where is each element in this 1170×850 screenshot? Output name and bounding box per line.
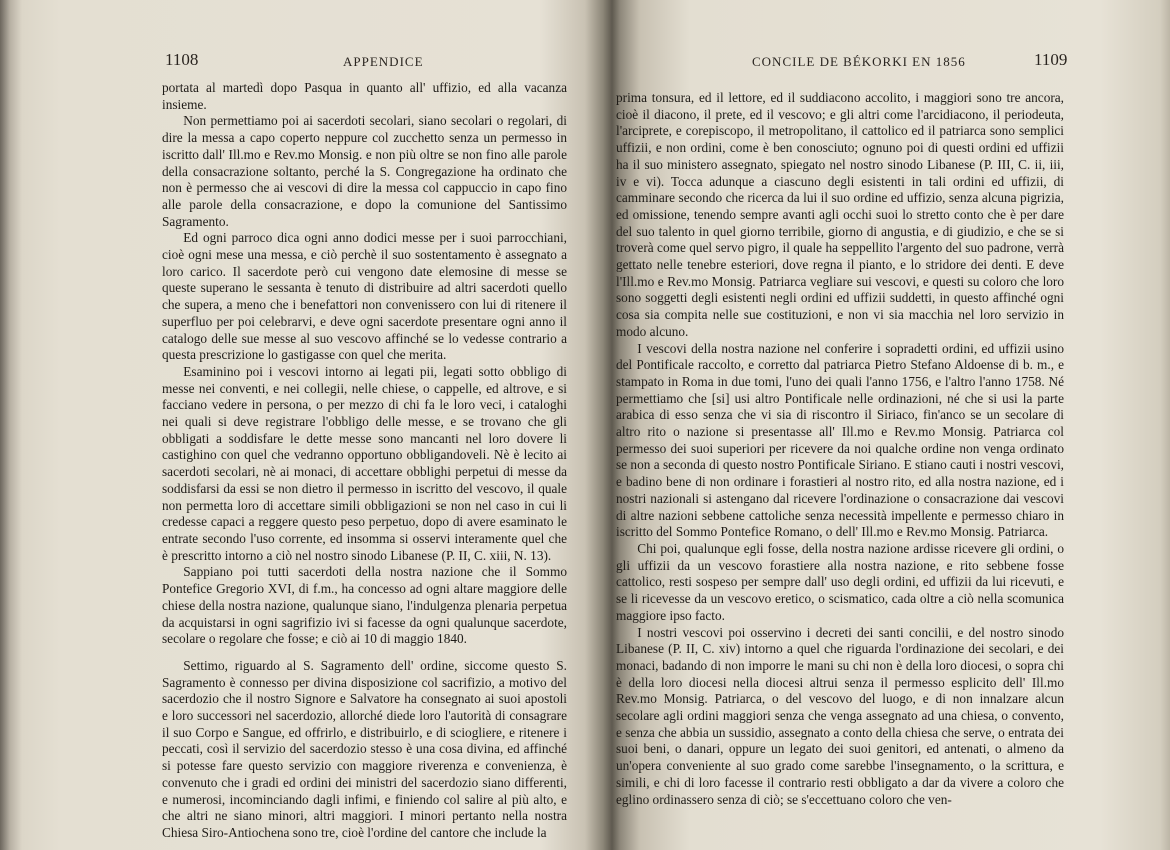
paragraph: Sappiano poi tutti sacerdoti della nostra nazione che il Sommo Pontefice Gregorio XVI, di f.m., ha concesso ad ogni altare maggiore delle chiese della nostra nazione, qualunque siano, l'indulgenza plenaria perpetua da acquistarsi in ogni sagrifizio ivi si facesse da ogni qualunque sacerdote, secolare o regolare che fosse; e ciò ai 10 di maggio 1840. (162, 564, 567, 647)
paragraph: Non permettiamo poi ai sacerdoti secolari, siano secolari o regolari, di dire la messa a capo coperto neppure col zucchetto senza un permesso in iscritto dall' Ill.mo e Rev.mo Monsig. e non più oltre se non fino alle parole della consacrazione soltanto, perché la S. Congregazione ha ordinato che non è permesso che ai vescovi di dire la messa col cappuccio in capo fino alle parole della consacrazione, e dopo la comunione del Santissimo Sagramento. (162, 113, 567, 229)
paragraph: prima tonsura, ed il lettore, ed il suddiacono accolito, i maggiori sono tre ancora, cioè il diacono, il prete, ed il vescovo; e gli altri come l'arcidiacono, il periodeuta, l'arciprete, e corepiscopo, il metropolitano, il cattolico ed il patriarca sono semplici uffizii, e non ordini, come è ben conosciuto; ognuno poi di questi ordini ed uffizii ha il suo ministero assegnato, spiegato nel nostro sinodo Libanese (P. III, C. ii, iii, iv e vi). Tocca adunque a ciascuno degli esistenti in tali ordini ed uffizii, di camminare secondo che ricerca da lui il suo ordine ed uffizio, senza alcuna pigrizia, ed omissione, tenendo sempre avanti agli occhi suoi lo stretto conto che è per dare del suo talento in quel giorno terribile, giorno di angustia, e di giudizio, e che se si troverà come quel servo pigro, il quale ha seppellito l'argento del suo padrone, verrà gettato nelle tenebre esteriori, dove regna il pianto, e lo stridore dei denti. E deve l'Ill.mo e Rev.mo Monsig. Patriarca vegliare sui vescovi, e questi su coloro che loro sono soggetti degli esistenti negli ordini ed uffizii suddetti, in questo affinché ogni cosa sia compita nelle sue costituzioni, e non vi sia macchia nel loro servizio in modo alcuno. (616, 90, 1064, 339)
running-header: APPENDICE (343, 54, 424, 69)
paragraph: Ed ogni parroco dica ogni anno dodici messe per i suoi parrocchiani, cioè ogni mese una messa, e ciò perchè il suo sostentamento è assegnato a loro carico. Il sacerdote però cui vengono date elemosine di messe se queste superano le sessanta è tenuto di distribuire ad altri sacerdoti quello che supera, a meno che i benefattori non convenissero con lui di ritenere il superfluo per poi celebrarvi, e deve ogni sacerdote presentare ogni anno il catalogo delle sue messe al suo vescovo affinché se lo vedesse contrario a questa prescrizione lo gastigasse con quel che merita. (162, 230, 567, 363)
paragraph: portata al martedì dopo Pasqua in quanto all' uffizio, ed alla vacanza insieme. (162, 80, 567, 112)
page-body (162, 80, 567, 842)
page-body (616, 90, 1064, 808)
paragraph: I nostri vescovi poi osservino i decreti dei santi concilii, e del nostro sinodo Libanese (P. II, C. xiv) intorno a quel che riguarda l'ordinazione dei secolari, e dei monaci, badando di non imporre le mani su chi non è della loro diocesi, o sopra chi è della loro diocesi nella diocesi altrui senza il permesso esplicito dell' Ill.mo Rev.mo Monsig. Patriarca, o del vescovo del luogo, e di non innalzare alcun secolare agli ordini maggiori senza che venga assegnato ad una chiesa, o convento, e senza che abbia un sussidio, assegnato a conto della chiesa che serve, o entrata dei suoi beni, o danari, oppure un legato dei suoi genitori, ed antenati, o almeno da un'opera conveniente al suo grado come sarebbe l'insegnamento, o la scrittura, e simili, e chi di loro facesse il contrario resti obbligato a dar da vivere a coloro che eglino ordinassero senza di ciò; se s'eccettuano coloro che ven- (616, 624, 1064, 807)
right-page (612, 0, 1170, 850)
page-number: 1109 (1034, 50, 1068, 69)
running-header: CONCILE DE BÉKORKI EN 1856 (752, 54, 966, 69)
paragraph: Settimo, riguardo al S. Sagramento dell' ordine, siccome questo S. Sagramento è connesso per divina disposizione col sacrifizio, a motivo del sacerdozio che il nostro Signore e Salvatore ha consegnato ai suoi apostoli e loro successori nel sacerdozio, allorché diede loro l'autorità di consagrare il suo Corpo e Sangue, ed offrirlo, e distribuirlo, e di sciogliere, e ritenere i peccati, così il servizio del sacerdozio stesso è una cosa divina, ed affinché si potesse fare questo servizio con maggiore riverenza e convenienza, è convenuto che i gradi ed ordini dei ministri del sacerdozio siano differenti, e numerosi, incominciando dagli infimi, e finiendo col salire al più alto, e che altri ne siano minori, altri maggiori. I minori pertanto nella nostra Chiesa Siro-Antiochena sono tre, cioè l'ordine del cantore che include la (162, 657, 567, 840)
paragraph: I vescovi della nostra nazione nel conferire i sopradetti ordini, ed uffizii usino del Pontificale raccolto, e corretto dal patriarca Pietro Stefano Aldoense di b. m., e stampato in Roma in due tomi, l'uno dei quali l'anno 1756, e l'altro l'anno 1758. Né permettiamo che [si] usi altro Pontificale nelle ordinazioni, né che si usi la parte arabica di esso senza che vi sia di riscontro il Siriaco, fin'anco se un secolare di altro rito o nazione si presentasse all' Ill.mo e Rev.mo Monsig. Patriarca col permesso dei suoi superiori per ricevere da noi qualche ordine non venga ordinato se non a seconda di questo nostro Pontificale Siriano. E stiano cauti i nostri vescovi, e badino bene di non ordinare i forastieri al nostro rito, ed alla nostra nazione, ed i nostri nazionali si astengano dal ricevere l'ordinazione o consacrazione dai vescovi di altre nazioni sebbene cattoliche senza necessità impellente e permesso chiaro in iscritto del Sommo Pontefice Romano, o dell' Ill.mo e Rev.mo Monsig. Patriarca. (616, 340, 1064, 540)
page-number: 1108 (165, 50, 199, 69)
paragraph: Chi poi, qualunque egli fosse, della nostra nazione ardisse ricevere gli ordini, o gli uffizii da un vescovo forastiere alla nostra nazione, e rito sebbene fosse cattolico, resti sospeso per sempre dall' uso degli ordini, ed uffizii da lui ricevuti, e se li ricevesse da un vescovo eretico, o scismatico, cada oltre a ciò nella scomunica maggiore ipso facto. (616, 540, 1064, 623)
paragraph: Esaminino poi i vescovi intorno ai legati pii, legati sotto obbligo di messe nei conventi, e nei collegii, nelle chiese, o cappelle, ed altrove, e si facciano vedere in persona, o per mezzo di chi fa le loro veci, i cataloghi nei quali si deve registrare l'obbligo delle messe, e se trovano che gli obbligati a soddisfare le dette messe sono mancanti nel loro dovere li castighino con quel che vedranno opportuno obbligandoveli. Nè è lecito ai sacerdoti secolari, nè ai monaci, di accettare obblighi perpetui di messe da soddisfarsi da essi se non dietro il permesso in iscritto del vescovo, il quale non permetta loro di accettare simili obbligazioni se non nel caso in cui li credesse capaci a reggere questo peso perpetuo, dopo di avere esaminato le entrate secondo l'uso corrente, ed insomma si osservi interamente quel che è prescritto intorno a ciò nel nostro sinodo Libanese (P. II, C. xiii, N. 13). (162, 363, 567, 563)
